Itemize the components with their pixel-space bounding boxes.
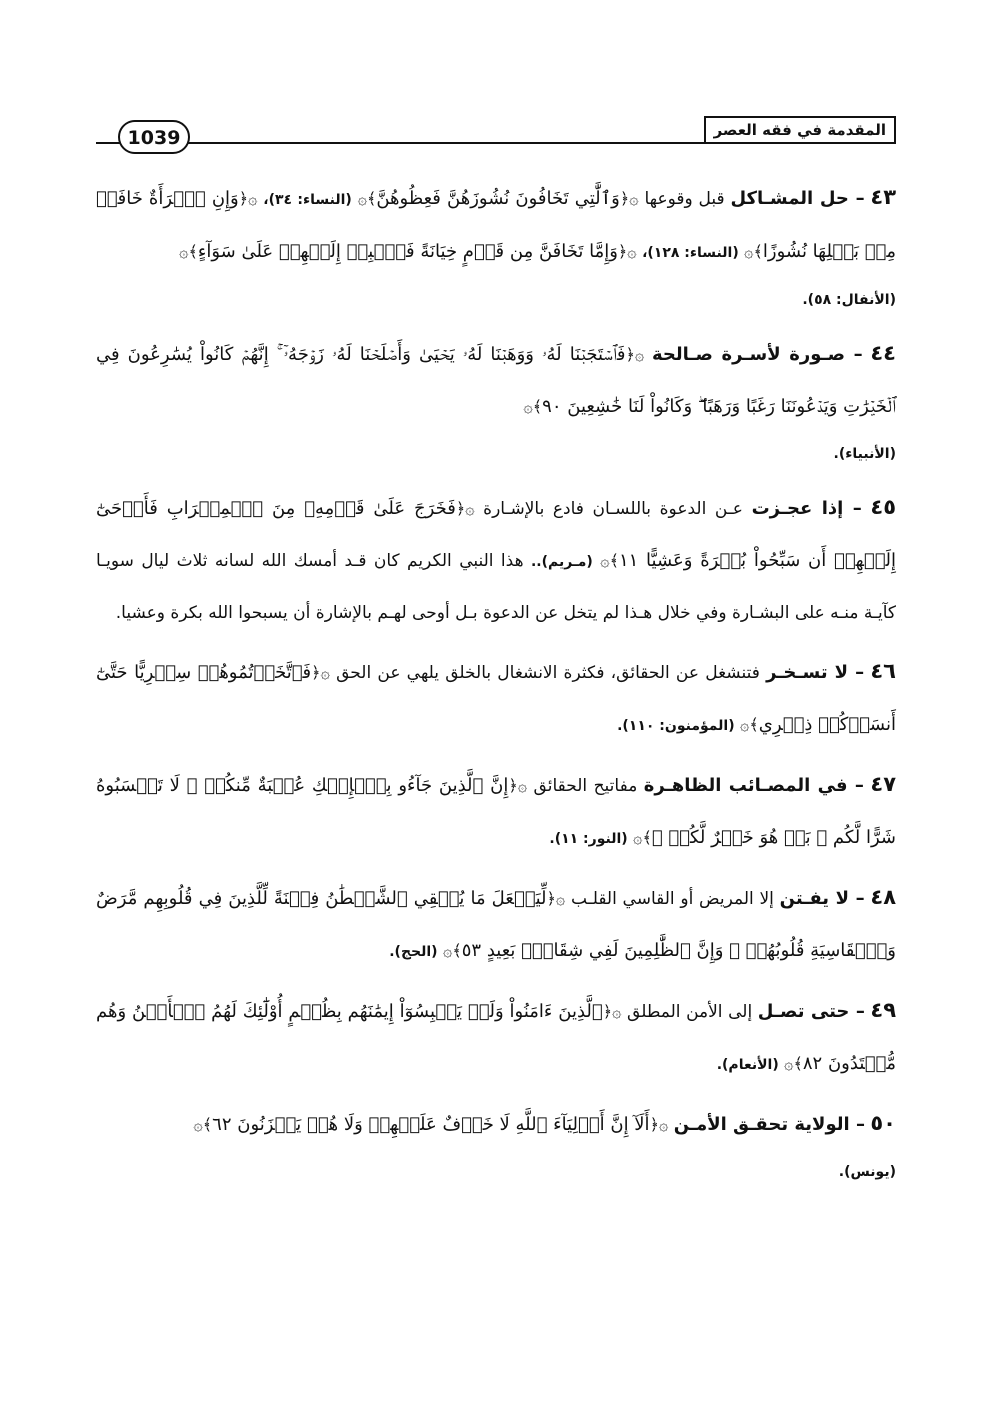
item-heading: – حتى تصـل — [757, 1001, 865, 1022]
ornament-mark: ۞ — [633, 828, 643, 847]
verse-open-bracket: ﴿ — [455, 499, 466, 518]
item-44 — [96, 328, 896, 475]
verse-close-bracket: ﴾ — [609, 551, 619, 570]
ornament-mark: ۞ — [465, 499, 475, 518]
book-title: المقدمة في فقه العصر — [704, 116, 896, 144]
ornament-mark: ۞ — [627, 242, 637, 261]
ornament-mark: ۞ — [357, 189, 367, 208]
ornament-mark: ۞ — [555, 889, 566, 908]
ornament-mark: ۞ — [320, 663, 330, 682]
page-header — [96, 116, 896, 148]
verse-reference: (النساء: ١٢٨)، — [642, 245, 739, 261]
verse-open-bracket: ﴿ — [508, 776, 518, 795]
ornament-mark: ۞ — [744, 242, 754, 261]
verse-reference: (النساء: ٣٤)، — [263, 192, 352, 208]
item-heading: – حل المشـاكل — [730, 188, 865, 209]
page-content — [96, 172, 896, 1200]
item-explanation: هذا النبي الكريم كان قـد أمسك الله لسانه ثلاث ليال سويـا كآيـة منـه على البشـارة وفي خلال هـذا لم يتخل عن الدعوة بـل أوحى لهـم بالإشارة أن يسبحوا الله بكرة وعشيا. — [96, 551, 896, 623]
verse-close-bracket: ﴾ — [202, 1115, 213, 1134]
quran-verse: ٱلَّذِينَ ءَامَنُواْ وَلَمۡ يَلۡبِسُوٓاْ إِيمَٰنَهُم بِظُلۡمٍ أُوْلَٰٓئِكَ لَهُمُ ٱلۡأَمۡنُ وَهُم مُّهۡتَدُونَ ٨٢ — [96, 1001, 896, 1074]
ornament-mark: ۞ — [248, 189, 258, 208]
item-heading: – الولاية تحقـق الأمـن — [673, 1114, 865, 1135]
item-number: ٤٣ — [870, 185, 897, 209]
item-body: عـن الدعوة باللسـان فادع بالإشـارة — [483, 499, 743, 519]
quran-verse: فَٱتَّخَذۡتُمُوهُمۡ سِخۡرِيًّا حَتَّىٰٓ أَنسَوۡكُمۡ ذِكۡرِي — [96, 662, 896, 735]
verse-close-bracket: ﴾ — [793, 1054, 803, 1073]
verse-close-bracket: ﴾ — [532, 397, 543, 416]
verse-reference: (الأنعام). — [716, 1057, 779, 1073]
verse-close-bracket: ﴾ — [642, 828, 652, 847]
quran-verse: إِنَّ ٱلَّذِينَ جَآءُو بِٱلۡإِفۡكِ عُصۡبَةٌ مِّنكُمۡ ۚ لَا تَحۡسَبُوهُ شَرًّا لَّكُم ۖ بَلۡ هُوَ خَيۡرٌ لَّكُمۡ ۚ — [96, 775, 896, 848]
item-heading: – في المصـائب الظاهـرة — [643, 775, 864, 796]
ornament-mark: ۞ — [740, 715, 750, 734]
verse-open-bracket: ﴿ — [602, 1002, 613, 1021]
verse-open-bracket: ﴿ — [619, 189, 630, 208]
item-number: ٤٩ — [870, 998, 897, 1022]
item-number: ٤٨ — [870, 885, 897, 909]
item-heading: – صـورة لأسـرة صـالحة — [652, 344, 863, 365]
quran-verse: أَلَآ إِنَّ أَوۡلِيَآءَ ٱللَّهِ لَا خَوۡفٌ عَلَيۡهِمۡ وَلَا هُمۡ يَحۡزَنُونَ ٦٢ — [212, 1114, 650, 1135]
item-body: قبل وقوعها — [644, 189, 725, 209]
item-heading: – إذا عجـزت — [751, 498, 862, 519]
verse-open-bracket: ﴿ — [546, 889, 556, 908]
item-number: ٤٦ — [870, 659, 896, 683]
item-46 — [96, 646, 896, 752]
quran-verse: وَٱلَّٰتِي تَخَافُونَ نُشُوزَهُنَّ فَعِظُوهُنَّ — [376, 188, 620, 209]
item-50 — [96, 1098, 896, 1193]
item-49 — [96, 985, 896, 1091]
ornament-mark: ۞ — [193, 1115, 203, 1134]
verse-reference: (مـريم).. — [530, 554, 593, 570]
quran-verse: فَٱسۡتَجَبۡنَا لَهُۥ وَوَهَبۡنَا لَهُۥ يَحۡيَىٰ وَأَصۡلَحۡنَا لَهُۥ زَوۡجَهُۥٓ ۚ إِنَّهُمۡ كَانُواْ يُسَٰرِعُونَ فِي ٱلۡخَيۡرَٰتِ وَيَدۡعُونَنَا رَغَبًا وَرَهَبًا ۖ وَكَانُواْ لَنَا خَٰشِعِينَ ٩٠ — [96, 344, 896, 417]
verse-open-bracket: ﴿ — [238, 189, 249, 208]
page-number: 1039 — [118, 120, 190, 154]
verse-reference: (النور: ١١). — [549, 831, 628, 847]
ornament-mark: ۞ — [517, 776, 528, 795]
ornament-mark: ۞ — [658, 1115, 669, 1134]
ornament-mark: ۞ — [784, 1054, 794, 1073]
item-45 — [96, 482, 896, 639]
quran-verse: لِّيَجۡعَلَ مَا يُلۡقِي ٱلشَّيۡطَٰنُ فِتۡنَةً لِّلَّذِينَ فِي قُلُوبِهِم مَّرَضٌ وَٱلۡقَاسِيَةِ قُلُوبُهُمۡ ۗ وَإِنَّ ٱلظَّٰلِمِينَ لَفِي شِقَاقِۭ بَعِيدٍ ٥٣ — [96, 888, 896, 961]
item-body: مفاتيح الحقائق — [533, 776, 638, 796]
verse-reference: (المؤمنون: ١١٠). — [617, 718, 735, 734]
verse-close-bracket: ﴾ — [366, 189, 377, 208]
item-heading: – لا يفـتن — [779, 888, 865, 909]
item-body: إلى الأمن المطلق — [627, 1002, 753, 1022]
item-body: إلا المريض أو القاسي القلـب — [571, 889, 774, 909]
ornament-mark: ۞ — [179, 242, 189, 261]
item-number: ٤٧ — [870, 772, 897, 796]
verse-close-bracket: ﴾ — [188, 242, 198, 261]
verse-reference: (الأنبياء). — [833, 446, 896, 462]
verse-open-bracket: ﴿ — [625, 345, 635, 364]
item-43 — [96, 172, 896, 321]
verse-close-bracket: ﴾ — [452, 941, 462, 960]
item-number: ٥٠ — [870, 1111, 896, 1135]
ornament-mark: ۞ — [523, 397, 533, 416]
quran-verse: وَإِنِ ٱمۡرَأَةٌ خَافَتۡ مِنۢ بَعۡلِهَا نُشُوزًا — [96, 188, 896, 262]
ornament-mark: ۞ — [600, 551, 610, 570]
ornament-mark: ۞ — [634, 345, 645, 364]
verse-close-bracket: ﴾ — [753, 242, 763, 261]
ornament-mark: ۞ — [443, 941, 453, 960]
item-heading: – لا تسـخـر — [766, 662, 865, 683]
item-body: فتنشغل عن الحقائق، فكثرة الانشغال بالخلق يلهي عن الحق — [336, 663, 760, 683]
verse-open-bracket: ﴿ — [649, 1115, 659, 1134]
verse-reference: (الأنفال: ٥٨). — [802, 292, 896, 308]
verse-reference: (يونس). — [838, 1164, 896, 1180]
ornament-mark: ۞ — [629, 189, 639, 208]
verse-close-bracket: ﴾ — [749, 715, 759, 734]
quran-verse: وَإِمَّا تَخَافَنَّ مِن قَوۡمٍ خِيَانَةً فَٱنۢبِذۡ إِلَيۡهِمۡ عَلَىٰ سَوَآءٍ — [197, 241, 618, 262]
quran-verse: فَخَرَجَ عَلَىٰ قَوۡمِهِۦ مِنَ ٱلۡمِحۡرَابِ فَأَوۡحَىٰٓ إِلَيۡهِمۡ أَن سَبِّحُواْ بُكۡرَةً وَعَشِيًّا ١١ — [96, 498, 897, 571]
item-number: ٤٥ — [870, 495, 897, 519]
item-47 — [96, 759, 896, 865]
item-number: ٤٤ — [870, 341, 896, 365]
verse-reference: (الحج). — [389, 944, 438, 960]
verse-open-bracket: ﴿ — [311, 663, 321, 682]
verse-open-bracket: ﴿ — [617, 242, 628, 261]
ornament-mark: ۞ — [612, 1002, 622, 1021]
item-48 — [96, 872, 896, 978]
